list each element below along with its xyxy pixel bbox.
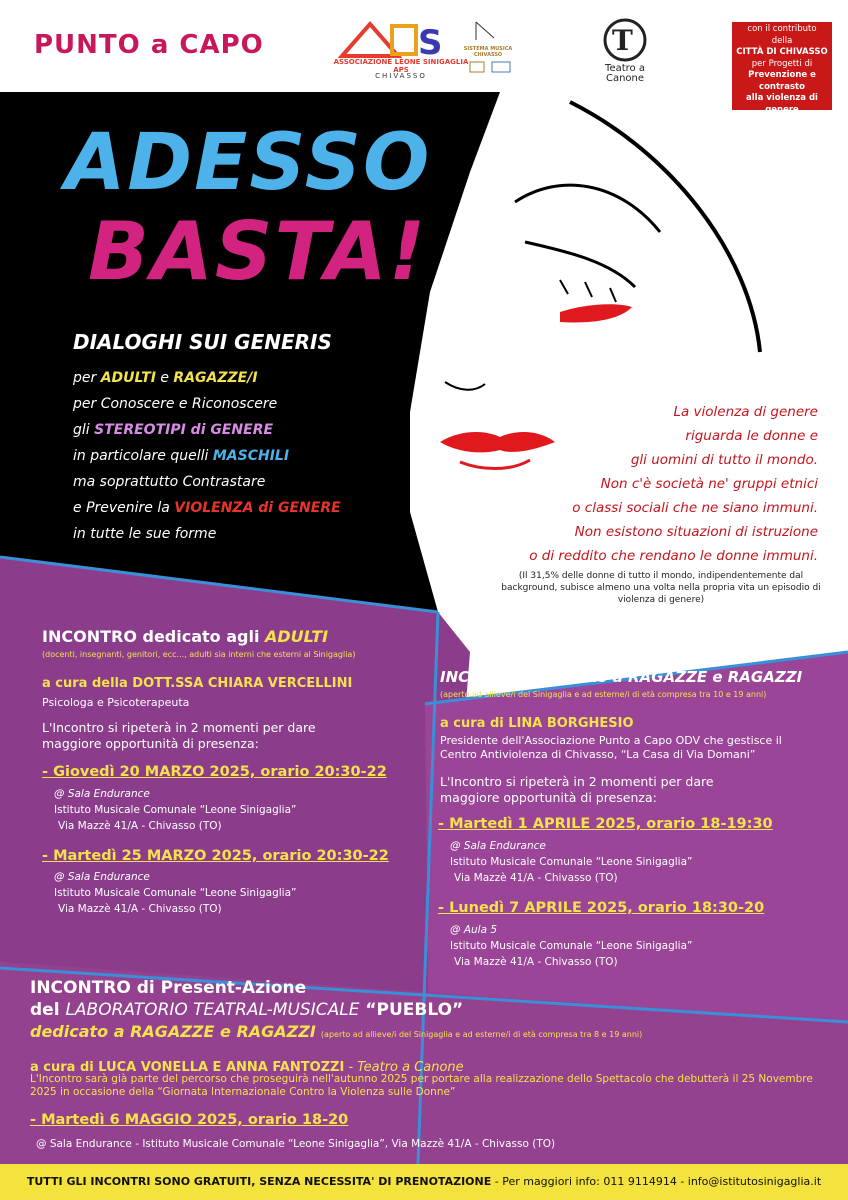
venue-room: @ Sala Endurance [450,840,546,852]
adulti-curator: a cura della DOTT.SSA CHIARA VERCELLINI [42,676,353,691]
aps-logo-icon [336,20,448,60]
venue-institute: Istituto Musicale Comunale “Leone Sinigaglia” [450,856,693,868]
ragazzi-title: INCONTRO dedicato a RAGAZZE e RAGAZZI [440,668,803,686]
footer-contact-info: - Per maggiori info: 011 9114914 - info@istitutosinigaglia.it [491,1175,822,1188]
contrib-line: con il contributo [747,24,817,34]
ragazzi-venue-1 [450,838,692,886]
svg-text:S: S [418,23,443,60]
lead-text: gli [73,422,95,438]
venue-institute: Istituto Musicale Comunale “Leone Sinigaglia” [450,940,693,952]
sistema-musica-caption: SISTEMA MUSICA CHIVASSO [463,46,513,58]
lead-line-1 [73,366,433,390]
pueblo-title-2 [30,1000,463,1020]
lead-text: in particolare quelli [73,448,213,464]
quote-line: o classi sociali che ne siano immuni. [572,500,818,516]
svg-text:T: T [612,24,633,57]
ragazzi-repeat-note: L'Incontro si ripeterà in 2 momenti per dare maggiore opportunità di presenza: [440,774,714,805]
quote-line: Non c'è società ne' gruppi etnici [600,476,818,492]
ragazzi-description: Presidente dell'Associazione Punto a Capo ODV che gestisce il Centro Antiviolenza di Chivasso, “La Casa di Via Domani” [440,734,782,761]
footer-text [0,1175,848,1188]
pueblo-date: - Martedì 6 MAGGIO 2025, orario 18-20 [30,1112,349,1128]
adulti-date-2: - Martedì 25 MARZO 2025, orario 20:30-22 [42,848,389,864]
pueblo-title-lab: LABORATORIO TEATRAL-MUSICALE [65,1000,360,1020]
adulti-repeat-note: L'Incontro si ripeterà in 2 momenti per dare maggiore opportunità di presenza: [42,720,316,751]
lead-highlight: STEREOTIPI di GENERE [94,422,274,438]
adulti-venue-1 [54,786,296,834]
quote-line: La violenza di genere [673,404,818,420]
ragazzi-venue-2 [450,922,692,970]
adulti-subtitle: (docenti, insegnanti, genitori, ecc..., adulti sia interni che esterni al Sinigaglia) [42,650,356,659]
contrib-city: CITTÀ DI CHIVASSO [736,47,828,57]
teatro-a-canone-logo: Teatro a Canone [605,63,645,84]
contrib-line: della [771,35,793,46]
adulti-role: Psicologa e Psicoterapeuta [42,696,190,709]
quote-line: o di reddito che rendano le donne immuni. [529,548,818,564]
contrib-line: Prevenzione e contrasto [748,70,816,92]
pueblo-title-name: “PUEBLO” [359,1000,464,1020]
pueblo-audience: dedicato a RAGAZZE e RAGAZZI [30,1022,316,1041]
quote-line: gli uomini di tutto il mondo. [630,452,818,468]
pueblo-curator-org: - Teatro a Canone [344,1060,464,1075]
footer-free-entry: TUTTI GLI INCONTRI SONO GRATUITI, SENZA NECESSITA' DI PRENOTAZIONE [26,1175,492,1188]
lead-text: per [73,370,101,386]
adulti-date-1: - Giovedì 20 MARZO 2025, orario 20:30-22 [42,764,387,780]
pueblo-description: L'Incontro sarà già parte del percorso che proseguirà nell'autunno 2025 per portare alla realizzazione dello Spettacolo che debutterà il 25 Novembre 2025 in occasione della “Giornata Internazionale Contro la Violenza sulle Donne” [30,1073,813,1098]
aps-city: CHIVASSO [375,72,427,80]
venue-address: Via Mazzè 41/A - Chivasso (TO) [58,820,222,832]
adulti-title-highlight: ADULTI [265,627,329,646]
venue-room: @ Sala Endurance [54,788,150,800]
violence-quote [438,400,818,568]
ragazzi-date-1: - Martedì 1 APRILE 2025, orario 18-19:30 [438,816,773,832]
venue-institute: Istituto Musicale Comunale “Leone Sinigaglia” [54,804,297,816]
aps-caption: ASSOCIAZIONE LEONE SINIGAGLIA APS [333,58,469,74]
lead-highlight: ADULTI [100,370,156,386]
ragazzi-curator: a cura di LINA BORGHESIO [440,716,634,731]
venue-room: @ Sala Endurance [54,871,150,883]
lead-line-2: per Conoscere e Riconoscere [73,396,278,412]
title-adesso: ADESSO [65,118,432,208]
lead-line-5: ma soprattutto Contrastare [73,474,266,490]
adulti-title-text: INCONTRO dedicato agli [42,627,266,646]
ragazzi-subtitle: (aperto ad allieve/i del Sinigaglia e ad esterne/i di età compresa tra 10 e 19 anni) [440,690,767,699]
adulti-venue-2 [54,869,296,917]
quote-line: riguarda le donne e [685,428,818,444]
pueblo-venue: @ Sala Endurance - Istituto Musicale Comunale “Leone Sinigaglia”, Via Mazzè 41/A - Chivasso (TO) [36,1138,556,1150]
lead-highlight: RAGAZZE/I [173,370,258,386]
pueblo-subtitle: (aperto ad allieve/i del Sinigaglia e ad esterne/i di età compresa tra 8 e 19 anni) [320,1030,643,1039]
lead-highlight: VIOLENZA di GENERE [174,500,341,516]
punto-a-capo-logo: PUNTO a CAPO [34,30,264,60]
contrib-line: alla violenza di genere [746,93,818,115]
ragazzi-date-2: - Lunedì 7 APRILE 2025, orario 18:30-20 [438,900,765,916]
venue-room: @ Aula 5 [450,924,498,936]
venue-address: Via Mazzè 41/A - Chivasso (TO) [58,903,222,915]
pueblo-title-text: del [30,1000,66,1020]
lead-line-4 [73,444,433,468]
pueblo-curator-names: a cura di LUCA VONELLA E ANNA FANTOZZI [30,1060,345,1075]
pueblo-title-3 [30,1022,642,1041]
lead-highlight: MASCHILI [212,448,290,464]
lead-line-3 [73,418,433,442]
quote-line: Non esistono situazioni di istruzione [574,524,818,540]
lead-text: e [155,370,174,386]
lead-text: e Prevenire la [73,500,175,516]
venue-institute: Istituto Musicale Comunale “Leone Sinigaglia” [54,887,297,899]
venue-address: Via Mazzè 41/A - Chivasso (TO) [454,872,618,884]
title-basta: BASTA! [88,205,428,298]
contrib-line: per Progetti di [751,58,813,69]
statistic-note: (Il 31,5% delle donne di tutto il mondo, indipendentemente dal background, subisce almeno una volta nella propria vita un episodio di violenza di genere) [501,571,821,605]
pueblo-title-1: INCONTRO di Present-Azione [30,978,307,998]
lead-line-6 [73,496,433,520]
adulti-title [42,627,328,646]
venue-address: Via Mazzè 41/A - Chivasso (TO) [454,956,618,968]
teatro-a-canone-icon [600,16,650,64]
lead-line-7: in tutte le sue forme [73,526,217,542]
subtitle-dialoghi: DIALOGHI SUI GENERIS [73,330,332,354]
